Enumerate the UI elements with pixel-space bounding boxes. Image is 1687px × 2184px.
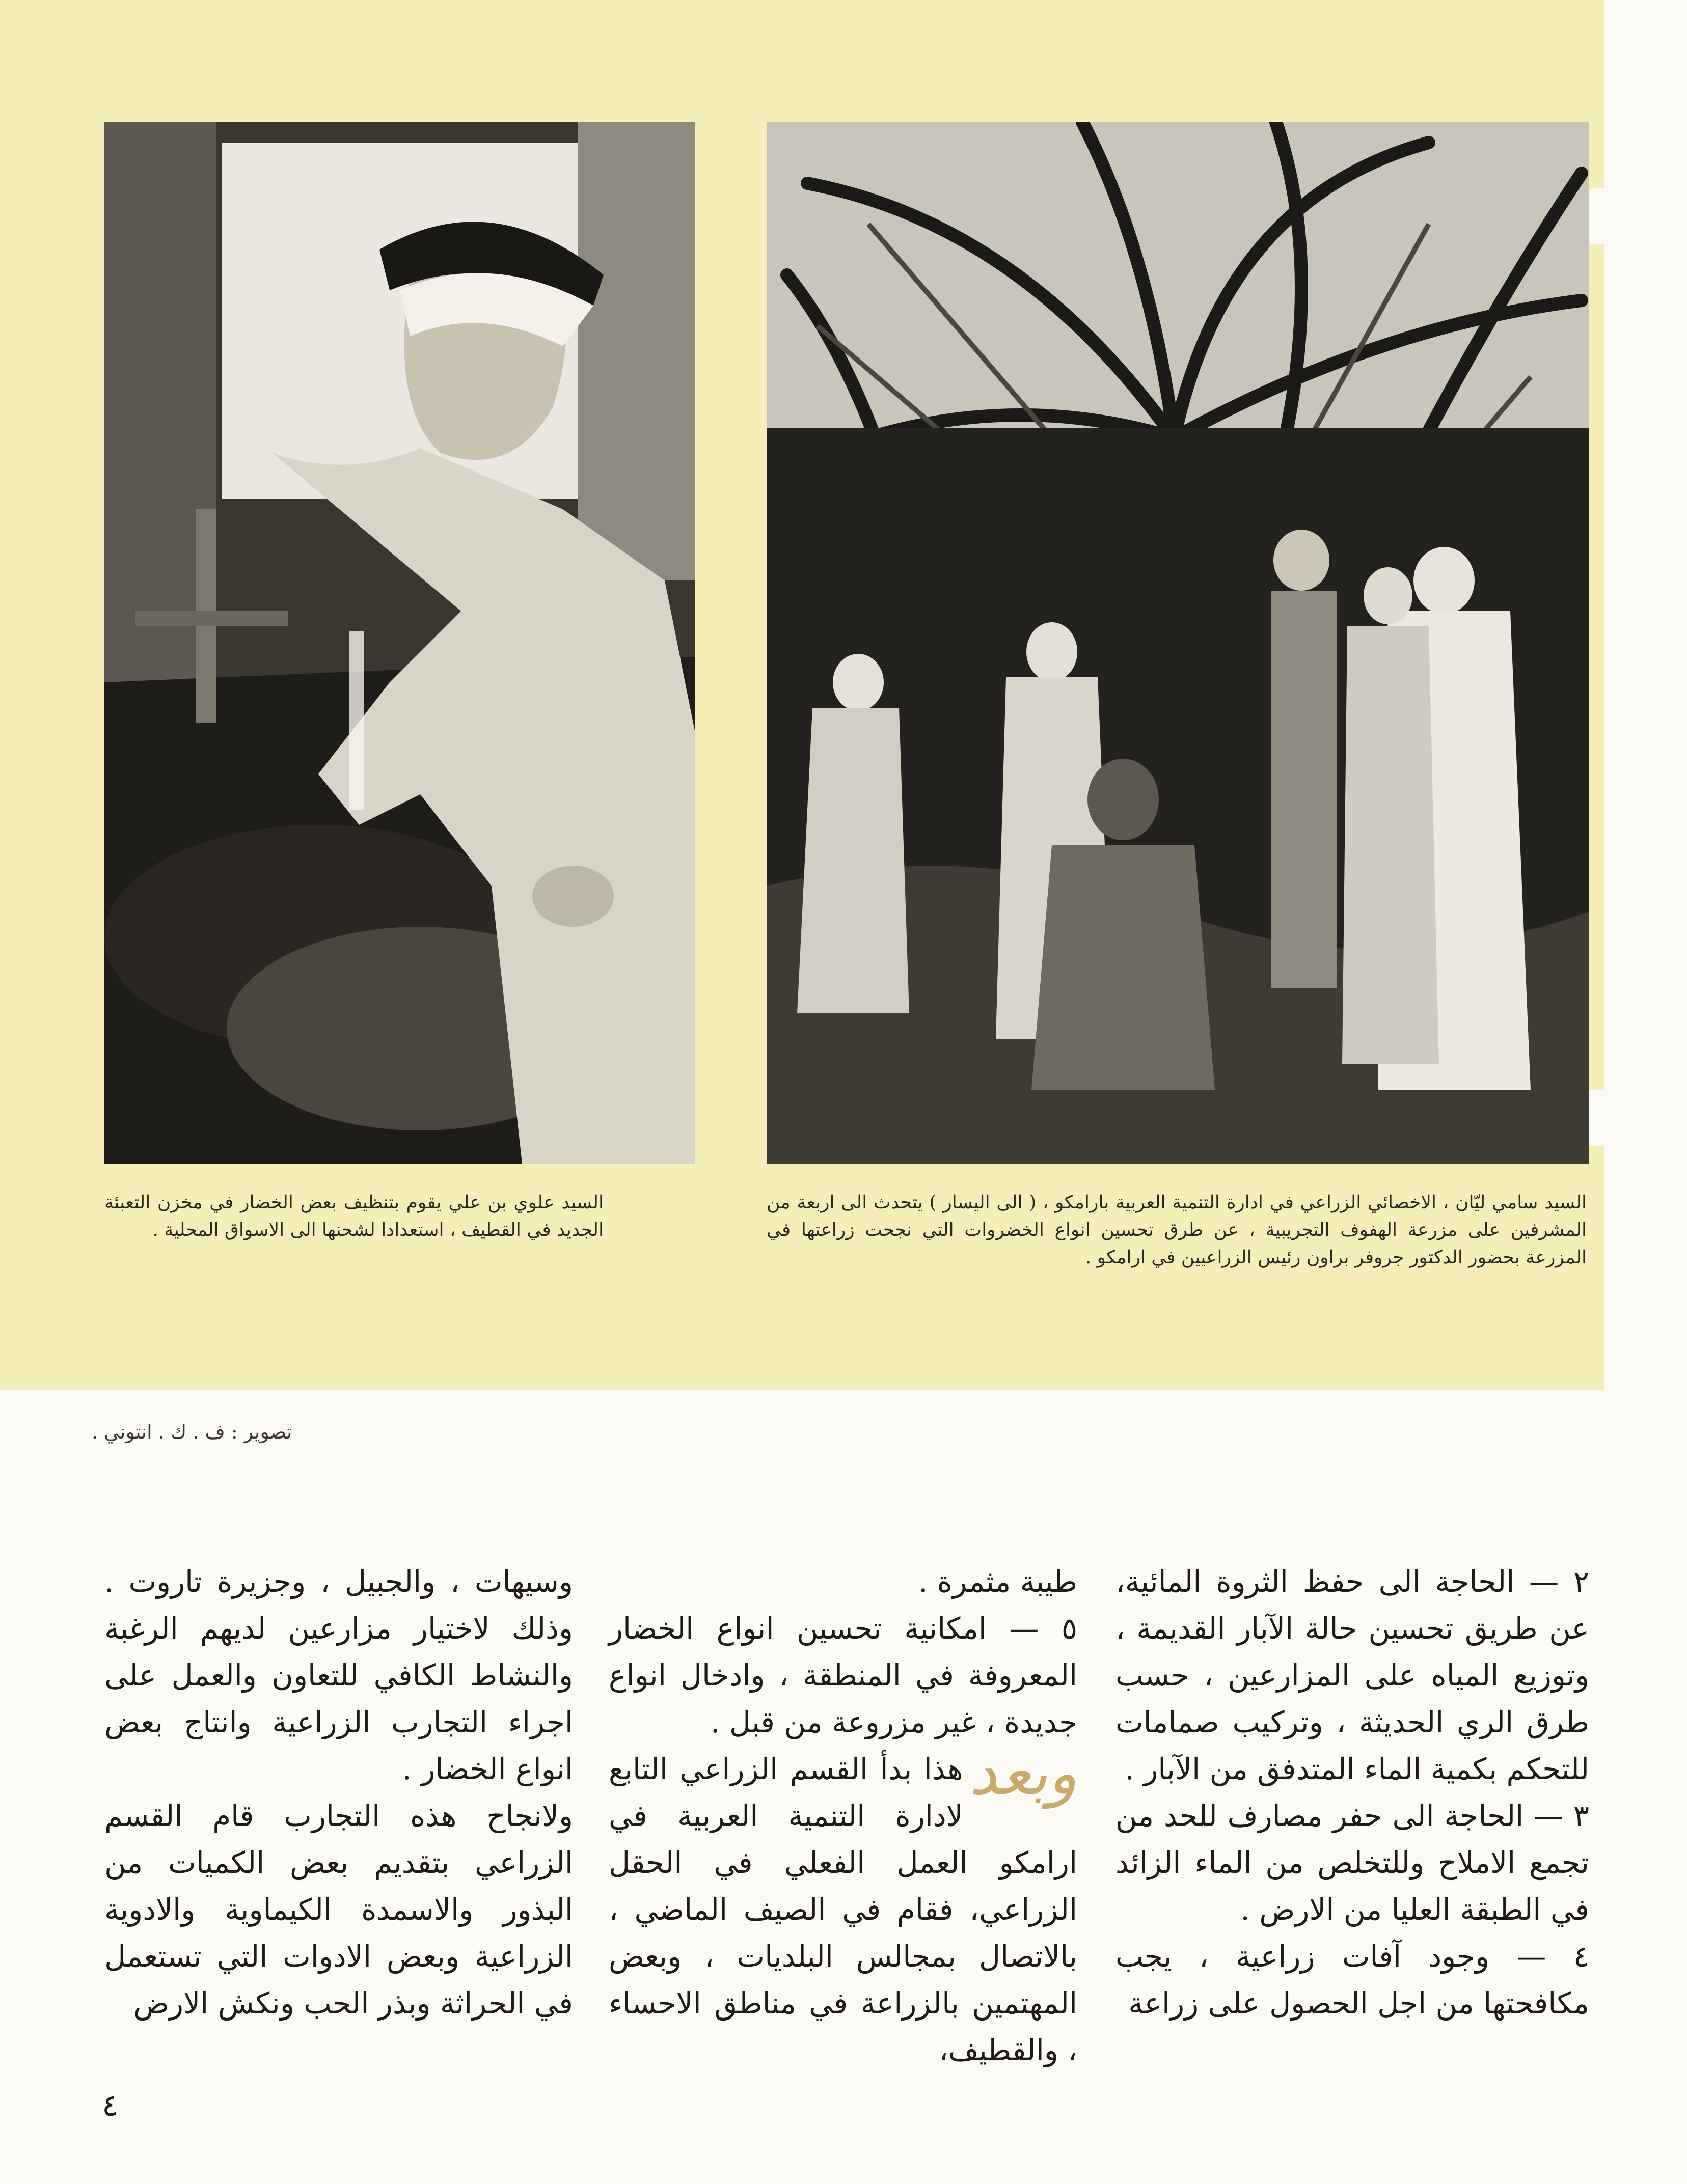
article-column-right xyxy=(1115,1558,1589,2027)
paragraph: ٢ — الحاجة الى حفظ الثروة المائية، عن طريق تحسين حالة الآبار القديمة ، وتوزيع المياه على المزارعين ، حسب طرق الري الحديثة ، وتركيب صمامات للتحكم بكمية الماء المتدفق من الآبار . xyxy=(1115,1564,1589,1786)
photo-farm-group xyxy=(767,122,1589,1164)
paragraph: وسيهات ، والجبيل ، وجزيرة تاروت . وذلك لاختيار مزارعين لديهم الرغبة والنشاط الكافي للتعاون والعمل على اجراء التجارب الزراعية وانتاج بعض انواع الخضار . xyxy=(104,1564,573,1786)
photo-credit: تصوير : ف . ك . انتوني . xyxy=(92,1421,292,1443)
caption-right: السيد سامي ليّان ، الاخصائي الزراعي في ادارة التنمية العربية بارامكو ، ( الى اليسار ) يتحدث الى اربعة من المشرفين على مزرعة الهفوف التجريبية ، عن طرق تحسين انواع الخضروات التي نجحت زراعتها في المزرعة بحضور الدكتور جروفر براون رئيس الزراعيين في ارامكو . xyxy=(767,1192,1587,1268)
paragraph: ولانجاح هذه التجارب قام القسم الزراعي بتقديم بعض الكميات من البذور والاسمدة الكيماوية والادوية الزراعية وبعض الادوات التي تستعمل في الحراثة وبذر الحب ونكش الارض xyxy=(104,1799,573,2021)
paragraph: ٥ — امكانية تحسين انواع الخضار المعروفة في المنطقة ، وادخال انواع جديدة ، غير مزروعة من قبل . xyxy=(609,1611,1077,1739)
paragraph-text: هذا بدأ القسم الزراعي التابع لادارة التنمية العربية في ارامكو العمل الفعلي في الحقل الزراعي، فقام في الصيف الماضي ، بالاتصال بمجالس البلديات ، وبعض المهتمين بالزراعة في مناطق الاحساء ، والقطيف، xyxy=(609,1752,1077,2067)
paragraph: ٤ — وجود آفات زراعية ، يجب مكافحتها من اجل الحصول على زراعة xyxy=(1115,1939,1589,2021)
page-number: ٤ xyxy=(102,2088,119,2123)
paragraph: طيبة مثمرة . xyxy=(918,1564,1077,1599)
photo-vegetable-cleaning xyxy=(104,122,695,1164)
drop-cap: وبعد xyxy=(969,1738,1077,1809)
caption-left: السيد علوي بن علي يقوم بتنظيف بعض الخضار في مخزن التعبئة الجديد في القطيف ، استعدادا لشحنها الى الاسواق المحلية . xyxy=(104,1192,604,1240)
paragraph-with-dropcap xyxy=(609,1738,1077,2074)
article-column-middle xyxy=(609,1558,1077,2074)
paragraph: ٣ — الحاجة الى حفر مصارف للحد من تجمع الاملاح وللتخلص من الماء الزائد في الطبقة العليا من الارض . xyxy=(1115,1799,1589,1927)
article-column-left xyxy=(104,1558,573,2027)
